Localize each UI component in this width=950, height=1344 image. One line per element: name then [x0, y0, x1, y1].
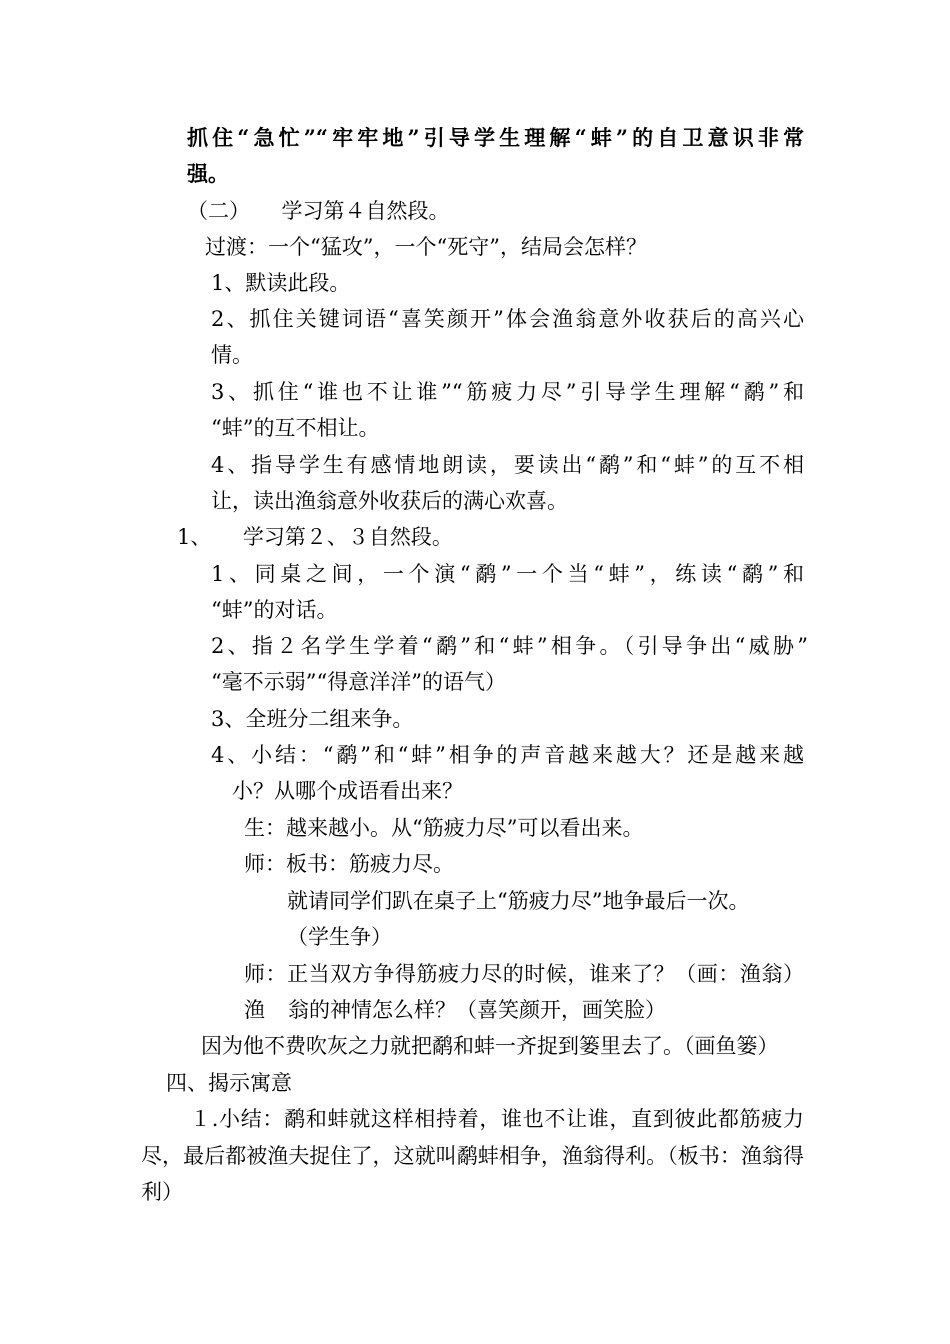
text-line: １.小结：鹬和蚌就这样相持着，谁也不让谁，直到彼此都筋疲力	[190, 1107, 804, 1131]
list-item: 2、抓住关键词语“喜笑颜开”体会渔翁意外收获后的高兴心	[211, 307, 804, 331]
text-line: 让，读出渔翁意外收获后的满心欢喜。	[211, 489, 568, 513]
list-item: 2、指２名学生学着“鹬”和“蚌”相争。（引导争出“威胁”	[211, 634, 808, 658]
text-line: 生：越来越小。从“筋疲力尽”可以看出来。	[244, 816, 644, 840]
text-line: 师：板书：筋疲力尽。	[244, 852, 454, 876]
section-heading: （二） 学习第４自然段。	[187, 199, 450, 223]
text-line: 师：正当双方争得筋疲力尽的时候，谁来了？（画：渔翁）渔	[244, 962, 804, 1022]
text-line: “蚌”的互不相让。	[211, 416, 380, 440]
text-line: 抓住“急忙”“牢牢地”引导学生理解“蚌”的自卫意识非常	[187, 125, 804, 150]
text-line: 因为他不费吹灰之力就把鹬和蚌一齐捉到篓里去了。（画鱼篓）	[201, 1034, 779, 1058]
text-line: 过渡：一个“猛攻”，一个“死守”，结局会怎样？	[205, 235, 647, 259]
text-line: （学生争）	[287, 925, 392, 949]
list-item: 1、默读此段。	[211, 271, 351, 295]
text-line: 就请同学们趴在桌子上“筋疲力尽”地争最后一次。	[287, 889, 750, 913]
section-heading: 1、 学习第２、３自然段。	[177, 525, 453, 549]
list-item: 3、抓住“谁也不让谁”“筋疲力尽”引导学生理解“鹬”和	[211, 380, 804, 404]
text-line: 情。	[211, 343, 253, 367]
list-item: 1、同桌之间，一个演“鹬”一个当“蚌”，练读“鹬”和	[211, 562, 804, 586]
list-item: 4、小结：“鹬”和“蚌”相争的声音越来越大？还是越来越	[211, 743, 804, 767]
text-line: 强。	[187, 161, 229, 186]
list-item: 4、指导学生有感情地朗读，要读出“鹬”和“蚌”的互不相	[211, 453, 804, 477]
section-heading: 四、揭示寓意	[166, 1071, 292, 1095]
text-line: 小？从哪个成语看出来？	[232, 779, 463, 803]
list-item: 3、全班分二组来争。	[211, 707, 414, 731]
text-line: “毫不示弱”“得意洋洋”的语气）	[211, 670, 506, 694]
text-line: “蚌”的对话。	[211, 598, 338, 622]
text-line: 利）	[141, 1180, 183, 1204]
text-line: 翁的神情怎么样？（喜笑颜开，画笑脸）	[288, 998, 666, 1022]
text-line: 尽，最后都被渔夫捉住了，这就叫鹬蚌相争，渔翁得利。（板书：渔翁得	[141, 1144, 804, 1168]
